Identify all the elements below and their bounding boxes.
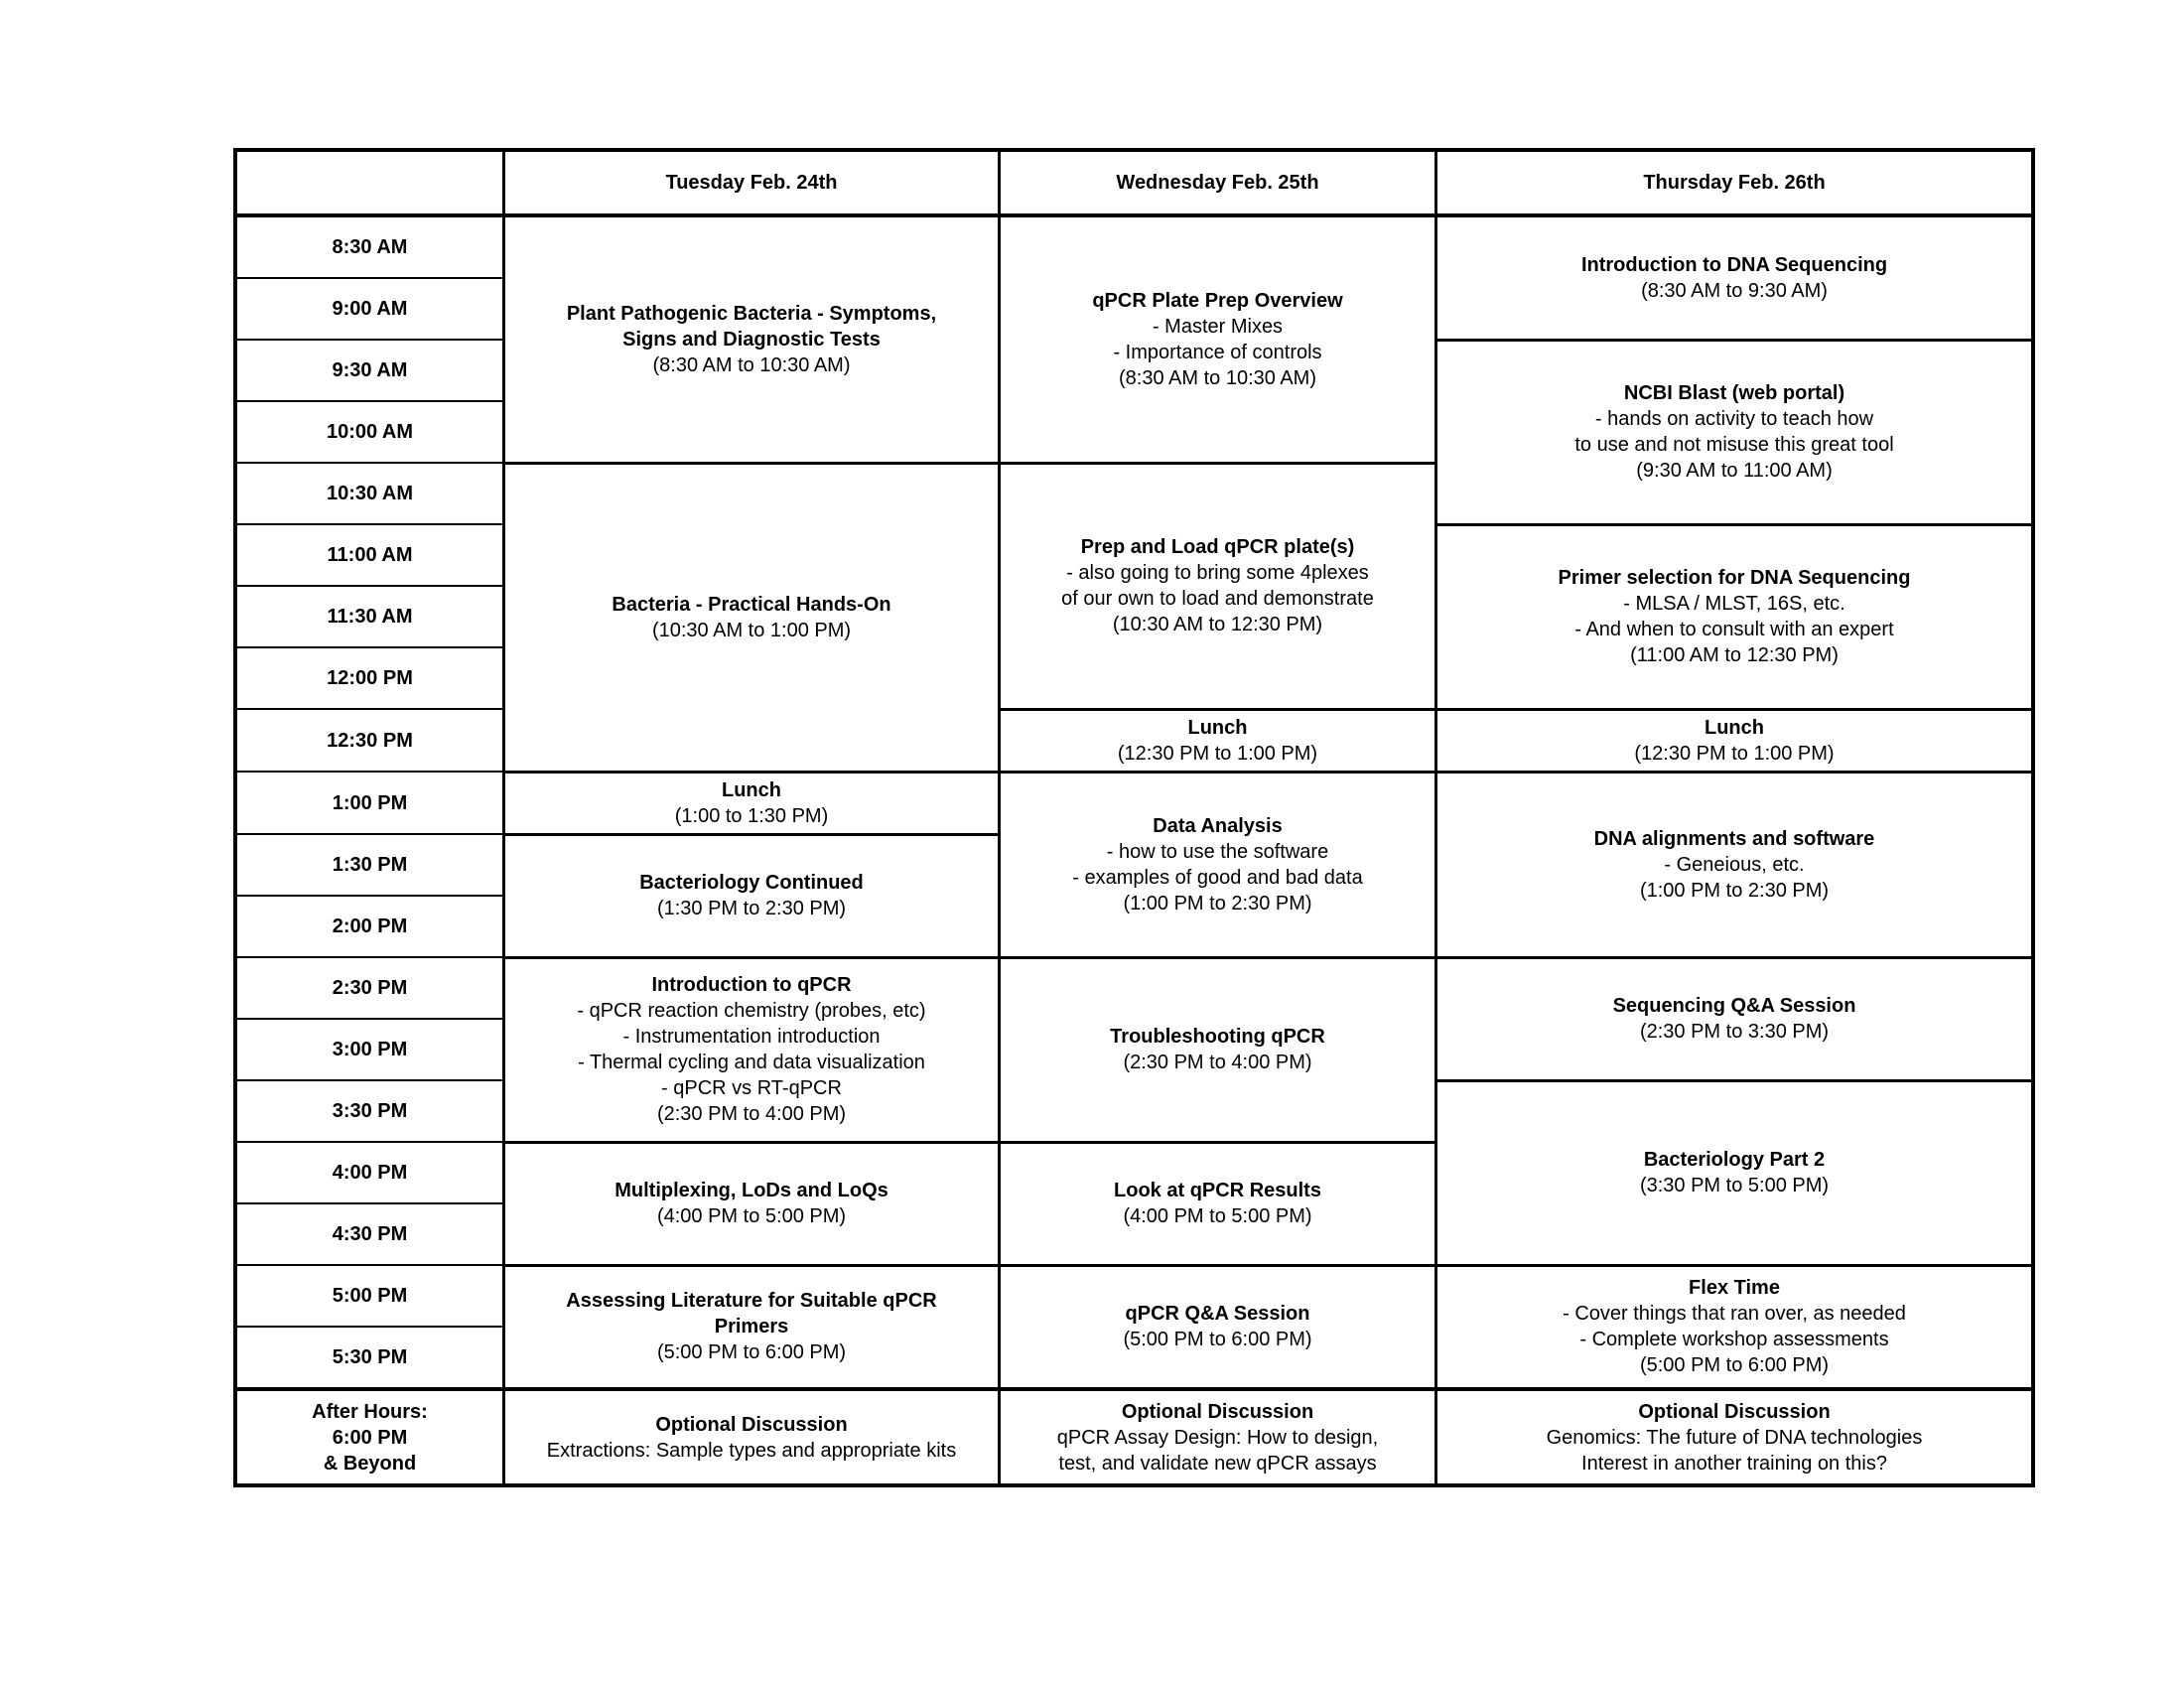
time-label: 12:30 PM bbox=[235, 709, 504, 772]
session-title: Introduction to qPCR bbox=[651, 974, 852, 996]
time-label: 9:30 AM bbox=[235, 340, 504, 401]
session-title: Sequencing Q&A Session bbox=[1612, 995, 1856, 1017]
session-detail: - how to use the software bbox=[1106, 840, 1329, 863]
session-title: Primer selection for DNA Sequencing bbox=[1558, 567, 1911, 589]
session-cell bbox=[1000, 215, 1436, 463]
session-cell bbox=[1000, 1265, 1436, 1389]
session-detail: - And when to consult with an expert bbox=[1574, 619, 1894, 640]
after-hours-label-line: After Hours: bbox=[312, 1400, 428, 1423]
session-title: qPCR Plate Prep Overview bbox=[1092, 289, 1343, 312]
session-title: Optional Discussion bbox=[655, 1413, 848, 1436]
session-detail: (10:30 AM to 12:30 PM) bbox=[1112, 614, 1323, 635]
session-detail: (8:30 AM to 9:30 AM) bbox=[1641, 279, 1828, 302]
after-hours-label-line: & Beyond bbox=[323, 1452, 417, 1475]
session-detail: - MLSA / MLST, 16S, etc. bbox=[1623, 593, 1845, 615]
session-cell bbox=[1436, 709, 2034, 772]
session-detail: (1:00 PM to 2:30 PM) bbox=[1123, 892, 1312, 914]
day-header: Thursday Feb. 26th bbox=[1436, 150, 2034, 215]
session-detail: (5:00 PM to 6:00 PM) bbox=[656, 1341, 847, 1364]
time-label: 5:30 PM bbox=[235, 1327, 504, 1389]
session-title: Bacteria - Practical Hands-On bbox=[612, 593, 891, 616]
session-title: Optional Discussion bbox=[1121, 1400, 1314, 1423]
day-header: Wednesday Feb. 25th bbox=[1000, 150, 1436, 215]
session-cell bbox=[1436, 340, 2034, 524]
session-title: DNA alignments and software bbox=[1593, 827, 1875, 850]
session-detail: of our own to load and demonstrate bbox=[1061, 588, 1374, 610]
session-title: Plant Pathogenic Bacteria - Symptoms, bbox=[566, 302, 937, 325]
time-label: 2:30 PM bbox=[235, 957, 504, 1019]
session-cell bbox=[504, 215, 1000, 463]
session-detail: (1:30 PM to 2:30 PM) bbox=[656, 898, 847, 919]
session-cell bbox=[1436, 215, 2034, 340]
time-label: 5:00 PM bbox=[235, 1265, 504, 1327]
session-title: NCBI Blast (web portal) bbox=[1623, 382, 1845, 404]
session-title: Flex Time bbox=[1689, 1277, 1780, 1300]
session-detail: (8:30 AM to 10:30 AM) bbox=[1119, 366, 1316, 389]
session-title: Lunch bbox=[722, 778, 781, 801]
day-header: Tuesday Feb. 24th bbox=[504, 150, 1000, 215]
time-label: 9:00 AM bbox=[235, 278, 504, 340]
header-row bbox=[235, 150, 2033, 215]
session-title: Prep and Load qPCR plate(s) bbox=[1080, 536, 1355, 558]
session-detail: (12:30 PM to 1:00 PM) bbox=[1117, 742, 1318, 765]
session-detail: - Geneious, etc. bbox=[1664, 853, 1805, 876]
session-detail: - Instrumentation introduction bbox=[622, 1026, 881, 1048]
session-cell bbox=[1436, 1265, 2034, 1389]
corner-cell bbox=[235, 150, 504, 215]
session-title: Primers bbox=[714, 1316, 789, 1338]
session-detail: Extractions: Sample types and appropriate kits bbox=[546, 1439, 957, 1462]
session-title: qPCR Q&A Session bbox=[1125, 1303, 1310, 1326]
session-detail: (12:30 PM to 1:00 PM) bbox=[1634, 742, 1835, 765]
time-label: 11:30 AM bbox=[235, 586, 504, 647]
session-detail: (1:00 to 1:30 PM) bbox=[674, 804, 829, 827]
session-detail: (2:30 PM to 3:30 PM) bbox=[1639, 1021, 1830, 1043]
after-hours-row bbox=[235, 1389, 2033, 1485]
session-cell bbox=[504, 463, 1000, 772]
session-title: Look at qPCR Results bbox=[1114, 1180, 1321, 1201]
session-cell bbox=[1000, 709, 1436, 772]
time-label: 11:00 AM bbox=[235, 524, 504, 586]
optional-discussion-cell bbox=[504, 1389, 1000, 1485]
session-cell bbox=[1436, 957, 2034, 1080]
session-detail: (10:30 AM to 1:00 PM) bbox=[651, 619, 852, 641]
session-detail: (8:30 AM to 10:30 AM) bbox=[652, 353, 851, 376]
session-detail: - examples of good and bad data bbox=[1072, 866, 1363, 889]
session-detail: (9:30 AM to 11:00 AM) bbox=[1636, 460, 1833, 482]
time-label: 10:00 AM bbox=[235, 401, 504, 463]
session-cell bbox=[1000, 463, 1436, 709]
time-slot-row bbox=[235, 215, 2033, 278]
session-detail: - Cover things that ran over, as needed bbox=[1563, 1303, 1906, 1326]
time-label: 4:00 PM bbox=[235, 1142, 504, 1203]
session-cell bbox=[1000, 1142, 1436, 1265]
session-cell bbox=[504, 834, 1000, 957]
session-title: Assessing Literature for Suitable qPCR bbox=[566, 1290, 937, 1313]
session-detail: - hands on activity to teach how bbox=[1594, 408, 1874, 430]
session-title: Multiplexing, LoDs and LoQs bbox=[614, 1180, 888, 1201]
session-detail: - qPCR vs RT-qPCR bbox=[661, 1077, 842, 1099]
time-label: 3:30 PM bbox=[235, 1080, 504, 1142]
workshop-schedule-table bbox=[233, 148, 2035, 1487]
session-title: Signs and Diagnostic Tests bbox=[622, 328, 881, 351]
session-detail: (1:00 PM to 2:30 PM) bbox=[1639, 879, 1830, 902]
session-title: Bacteriology Part 2 bbox=[1643, 1149, 1826, 1171]
session-title: Lunch bbox=[1705, 716, 1764, 739]
time-label: 1:00 PM bbox=[235, 772, 504, 834]
session-cell bbox=[1436, 1080, 2034, 1265]
session-cell bbox=[504, 1265, 1000, 1389]
session-detail: (2:30 PM to 4:00 PM) bbox=[1123, 1052, 1312, 1073]
session-detail: (4:00 PM to 5:00 PM) bbox=[1123, 1205, 1312, 1227]
session-title: Lunch bbox=[1187, 716, 1248, 739]
session-detail: (4:00 PM to 5:00 PM) bbox=[656, 1205, 847, 1227]
session-title: Optional Discussion bbox=[1638, 1400, 1831, 1423]
session-detail: - qPCR reaction chemistry (probes, etc) bbox=[577, 1000, 926, 1022]
session-cell bbox=[1000, 772, 1436, 957]
optional-discussion-cell bbox=[1000, 1389, 1436, 1485]
time-label: 4:30 PM bbox=[235, 1203, 504, 1265]
session-detail: (2:30 PM to 4:00 PM) bbox=[656, 1103, 847, 1125]
session-title: Data Analysis bbox=[1153, 814, 1283, 837]
optional-discussion-cell bbox=[1436, 1389, 2034, 1485]
session-title: Introduction to DNA Sequencing bbox=[1580, 253, 1888, 276]
after-hours-label-line: 6:00 PM bbox=[332, 1426, 408, 1449]
session-cell bbox=[504, 1142, 1000, 1265]
time-slot-row bbox=[235, 957, 2033, 1019]
session-title: Troubleshooting qPCR bbox=[1110, 1026, 1325, 1048]
time-label: 10:30 AM bbox=[235, 463, 504, 524]
session-detail: test, and validate new qPCR assays bbox=[1058, 1452, 1377, 1475]
time-label: 8:30 AM bbox=[235, 215, 504, 278]
session-cell bbox=[504, 772, 1000, 834]
time-label: 3:00 PM bbox=[235, 1019, 504, 1080]
session-detail: - Importance of controls bbox=[1113, 341, 1322, 363]
session-detail: qPCR Assay Design: How to design, bbox=[1056, 1426, 1379, 1449]
session-detail: - also going to bring some 4plexes bbox=[1066, 562, 1369, 584]
session-title: Bacteriology Continued bbox=[639, 872, 864, 894]
session-detail: (3:30 PM to 5:00 PM) bbox=[1639, 1175, 1830, 1196]
after-hours-label bbox=[235, 1389, 504, 1485]
time-slot-row bbox=[235, 1265, 2033, 1327]
session-detail: - Master Mixes bbox=[1152, 315, 1284, 338]
time-label: 1:30 PM bbox=[235, 834, 504, 896]
session-cell bbox=[504, 957, 1000, 1142]
session-detail: (11:00 AM to 12:30 PM) bbox=[1630, 644, 1839, 666]
session-detail: to use and not misuse this great tool bbox=[1574, 434, 1894, 456]
session-detail: - Thermal cycling and data visualization bbox=[578, 1052, 925, 1073]
session-cell bbox=[1436, 524, 2034, 709]
session-detail: (5:00 PM to 6:00 PM) bbox=[1123, 1329, 1312, 1351]
session-detail: Genomics: The future of DNA technologies bbox=[1546, 1426, 1923, 1449]
session-detail: - Complete workshop assessments bbox=[1579, 1329, 1889, 1351]
session-cell bbox=[1436, 772, 2034, 957]
session-detail: Interest in another training on this? bbox=[1581, 1452, 1887, 1475]
session-cell bbox=[1000, 957, 1436, 1142]
time-slot-row bbox=[235, 772, 2033, 834]
time-label: 12:00 PM bbox=[235, 647, 504, 709]
time-label: 2:00 PM bbox=[235, 896, 504, 957]
session-detail: (5:00 PM to 6:00 PM) bbox=[1639, 1354, 1830, 1377]
